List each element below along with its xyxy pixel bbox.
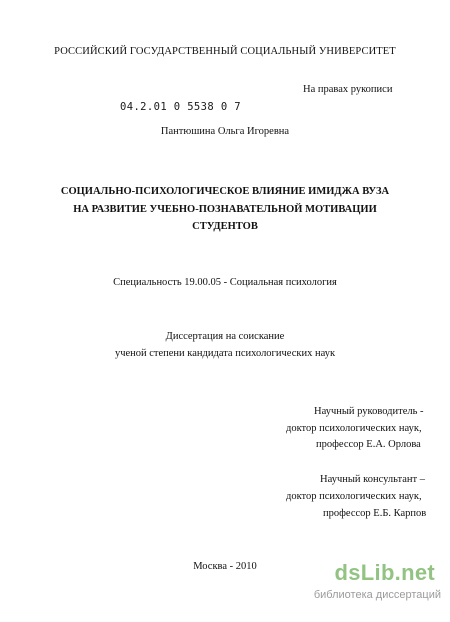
dissertation-line-1: Диссертация на соискание [165, 331, 285, 342]
title-line-1: СОЦИАЛЬНО-ПСИХОЛОГИЧЕСКОЕ ВЛИЯНИЕ ИМИДЖА ВУЗА [60, 186, 390, 197]
watermark [241, 560, 441, 608]
consultant-degree: доктор психологических наук, [286, 491, 422, 502]
watermark-subtitle: библиотека диссертаций [313, 589, 441, 601]
university-name: РОССИЙСКИЙ ГОСУДАРСТВЕННЫЙ СОЦИАЛЬНЫЙ УНИВЕРСИТЕТ [54, 46, 396, 57]
supervisor-role: Научный руководитель - [314, 406, 424, 417]
specialty: Специальность 19.00.05 - Социальная психология [113, 277, 337, 288]
rights-note: На правах рукописи [303, 84, 393, 95]
supervisor-name: профессор Е.А. Орлова [316, 439, 421, 450]
watermark-logo: dsLib.net [334, 560, 435, 585]
city-year: Москва - 2010 [193, 561, 257, 572]
consultant-name: профессор Е.Б. Карпов [323, 508, 427, 519]
dissertation-title [0, 183, 450, 236]
title-line-3: СТУДЕНТОВ [192, 221, 258, 232]
archive-stamp: 04.2.01 0 5538 0 7 [120, 101, 241, 113]
author-name: Пантюшина Ольга Игоревна [160, 126, 290, 137]
supervisor-degree: доктор психологических наук, [286, 423, 422, 434]
title-line-2: НА РАЗВИТИЕ УЧЕБНО-ПОЗНАВАТЕЛЬНОЙ МОТИВАЦИИ [73, 203, 377, 215]
dissertation-line-2: ученой степени кандидата психологических наук [114, 348, 336, 359]
consultant-role: Научный консультант – [320, 474, 425, 485]
